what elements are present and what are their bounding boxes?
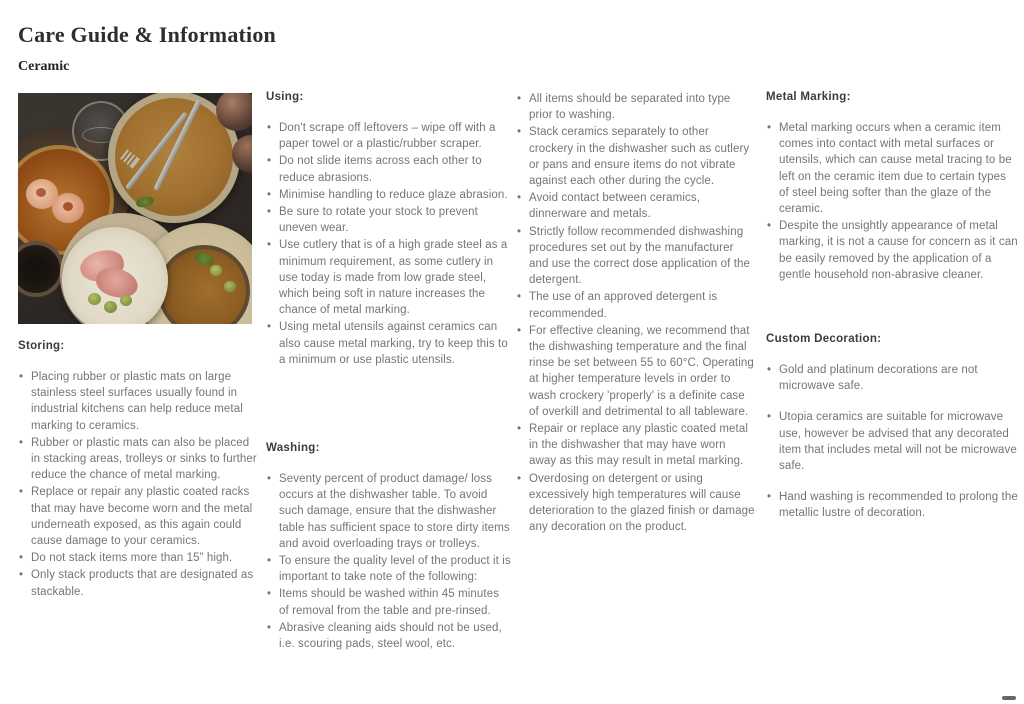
bullet-item: • To ensure the quality level of the product it is important to take note of the following: (279, 553, 512, 585)
storing-heading: Storing: (18, 340, 65, 352)
bullet-item: • Metal marking occurs when a ceramic item comes into contact with metal surfaces or utensils, which can cause metal tracing to be left on the ceramic item due to certain types of steel being softer than the glaze of the ceramic. (779, 120, 1018, 217)
bullet-item: • Items should be washed within 45 minutes of removal from the table and pre-rinsed. (279, 586, 512, 618)
peach-pit (36, 188, 46, 197)
washing-heading: Washing: (266, 442, 320, 454)
page-subtitle: Ceramic (18, 59, 70, 74)
bullet-item: • Abrasive cleaning aids should not be used, i.e. scouring pads, steel wool, etc. (279, 620, 512, 652)
olive (104, 301, 117, 313)
bullet-item: • Using metal utensils against ceramics can also cause metal marking, try to keep this to a minimum or use plastic utensils. (279, 319, 512, 368)
bullet-item: • Be sure to rotate your stock to prevent uneven wear. (279, 204, 512, 236)
bullet-item: • Avoid contact between ceramics, dinnerware and metals. (529, 190, 756, 222)
bullet-item: • The use of an approved detergent is recommended. (529, 289, 756, 321)
ceramic-tableware-photo (18, 93, 252, 324)
bullet-item: • Hand washing is recommended to prolong the metallic lustre of decoration. (779, 489, 1018, 521)
bullet-item: • For effective cleaning, we recommend that the dishwashing temperature and the final rinse be set between 55 to 60°C. Operating at higher temperature levels in order to wash crockery 'properly' is a definite case of overkill and detrimental to all tableware. (529, 323, 756, 420)
bullet-item: • Replace or repair any plastic coated racks that may have become worn and the metal underneath exposed, as this again could cause damage to your ceramics. (31, 484, 258, 549)
bullet-item: • Utopia ceramics are suitable for microwave use, however be advised that any decorated item that includes metal will not be microwave safe. (779, 409, 1018, 474)
custom-decoration-section (766, 333, 1018, 537)
olive (120, 295, 132, 306)
bullet-item: • Stack ceramics separately to other crockery in the dishwasher such as cutlery or pans and ensure items do not vibrate against each other during the cycle. (529, 124, 756, 189)
bullet-item: • Repair or replace any plastic coated metal in the dishwasher that may have worn away as this may result in metal marking. (529, 421, 756, 470)
using-section (266, 91, 512, 369)
metal-marking-section (766, 91, 1018, 284)
metal-marking-list (766, 120, 1018, 283)
washing-section (266, 442, 512, 653)
bullet-item: • Do not stack items more than 15” high. (31, 550, 258, 566)
storing-list (18, 369, 258, 600)
bullet-item: • Minimise handling to reduce glaze abrasion. (279, 187, 512, 203)
olive (224, 281, 236, 292)
bullet-item: • Strictly follow recommended dishwashing procedures set out by the manufacturer and use the correct dose application of the detergent. (529, 224, 756, 289)
bullet-item: • Do not slide items across each other to reduce abrasions. (279, 153, 512, 185)
bullet-item: • Rubber or plastic mats can also be placed in stacking areas, trolleys or sinks to further reduce the chance of metal marking. (31, 435, 258, 484)
storing-section (18, 340, 258, 601)
olive (88, 293, 101, 305)
metal-marking-heading: Metal Marking: (766, 91, 851, 103)
bullet-item: • Despite the unsightly appearance of metal marking, it is not a cause for concern as it can be easily removed by the application of a gentle household non-abrasive cleaner. (779, 218, 1018, 283)
olive (210, 265, 222, 276)
washing-continued-list (516, 91, 756, 535)
custom-decoration-list (766, 362, 1018, 522)
page-title: Care Guide & Information (18, 22, 276, 47)
bullet-item: • Use cutlery that is of a high grade steel as a minimum requirement, as some cutlery in use today is made from low grade steel, which being soft in nature increases the chance of metal marking. (279, 237, 512, 318)
bullet-item: • All items should be separated into type prior to washing. (529, 91, 756, 123)
bullet-item: • Seventy percent of product damage/ loss occurs at the dishwasher table. To avoid such damage, ensure that the dishwasher table has sufficient space to store dirty items and avoid overloading trays or trolleys. (279, 471, 512, 552)
washing-list (266, 471, 512, 652)
custom-decoration-heading: Custom Decoration: (766, 333, 882, 345)
bullet-item: • Placing rubber or plastic mats on large stainless steel surfaces usually found in industrial kitchens can help reduce metal marking to ceramics. (31, 369, 258, 434)
bullet-item: • Overdosing on detergent or using excessively high temperatures will cause deterioration to the glazed finish or damage any decoration on the product. (529, 471, 756, 536)
peach-pit (63, 202, 73, 211)
bullet-item: • Don't scrape off leftovers – wipe off with a paper towel or a plastic/rubber scraper. (279, 120, 512, 152)
page-corner-mark (1002, 696, 1016, 700)
washing-continued-section (516, 91, 756, 536)
using-heading: Using: (266, 91, 304, 103)
using-list (266, 120, 512, 368)
bullet-item: • Only stack products that are designated as stackable. (31, 567, 258, 599)
bullet-item: • Gold and platinum decorations are not microwave safe. (779, 362, 1018, 394)
